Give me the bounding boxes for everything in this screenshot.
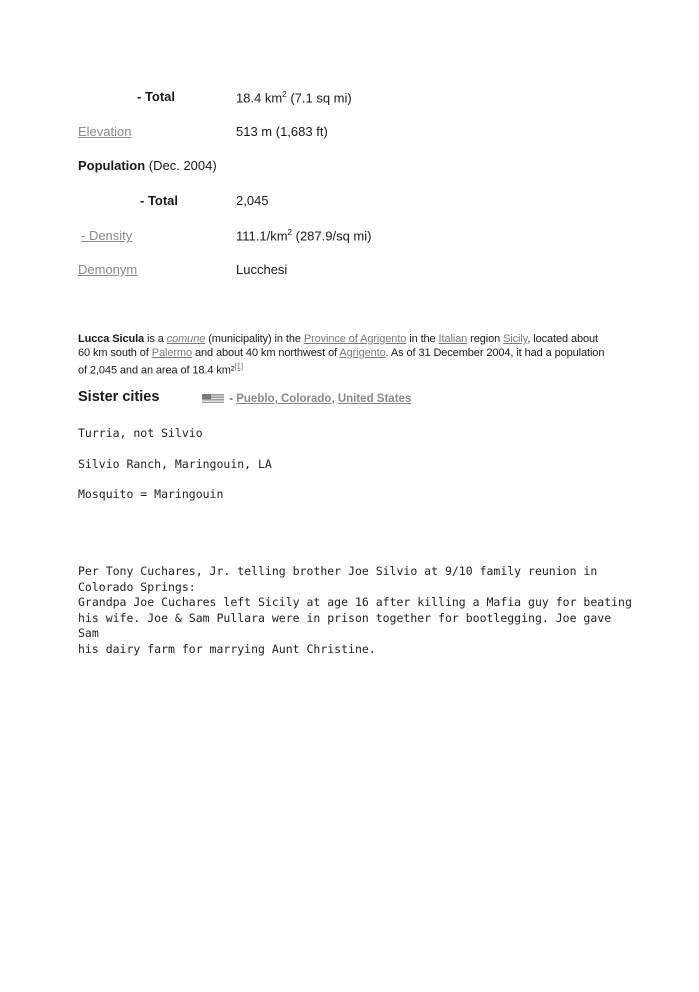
density-label[interactable]: - Density — [81, 228, 133, 243]
sister-cities-heading: Sister cities — [78, 389, 160, 405]
sister-city-entry: - Pueblo, Colorado, United States — [202, 393, 411, 405]
pueblo-link[interactable]: Pueblo, Colorado — [236, 393, 332, 405]
sicily-link[interactable]: Sicily — [503, 333, 528, 345]
note-line-1: Turria, not Silvio — [78, 426, 203, 440]
agrigento-link[interactable]: Agrigento — [339, 347, 386, 359]
population-total-label: - Total — [140, 193, 179, 208]
reference-link[interactable]: [1] — [234, 362, 244, 371]
density-value: $111.1/km^2$ (287.9/sq mi) — [236, 228, 372, 244]
intro-paragraph: Lucca Sicula is a comune (municipality) in the Province of Agrigento in the Italian region Sicily, located about 60 km south of Palermo and about 40 km northwest of Agrigento. As of 31 December 2004, it had a population of 2,045 and an area of 18.4 km²[1] — [78, 333, 605, 377]
comune-link[interactable]: comune — [166, 333, 206, 345]
province-link[interactable]: Province of Agrigento — [303, 333, 407, 345]
note-line-2: Silvio Ranch, Maringouin, LA — [78, 457, 272, 471]
population-heading: Population (Dec. 2004) — [78, 158, 217, 173]
area-total-label: - Total — [137, 89, 176, 104]
population-total-value: 2,045 — [236, 193, 269, 208]
area-total-value: 18.4 $km^2$ (7.1 sq mi) — [236, 90, 352, 106]
italian-link[interactable]: Italian — [438, 333, 468, 345]
palermo-link[interactable]: Palermo — [151, 347, 192, 359]
elevation-label[interactable]: Elevation — [78, 124, 132, 139]
demonym-label[interactable]: Demonym — [78, 262, 138, 277]
family-story-note: Per Tony Cuchares, Jr. telling brother Joe Silvio at 9/10 family reunion in Colorado Springs: Grandpa Joe Cuchares left Sicily at age 16 after killing a Mafia guy for beating his wife. Joe & Sam Pullara were in prison together for bootlegging. Joe gave Sam his dairy farm for marrying Aunt Christine. — [78, 564, 632, 656]
united-states-link[interactable]: United States — [337, 393, 412, 405]
town-name: Lucca Sicula — [78, 333, 145, 345]
us-flag-icon — [202, 394, 224, 403]
demonym-value: Lucchesi — [236, 262, 288, 277]
elevation-value: 513 m (1,683 ft) — [236, 124, 328, 139]
note-line-3: Mosquito = Maringouin — [78, 487, 224, 501]
